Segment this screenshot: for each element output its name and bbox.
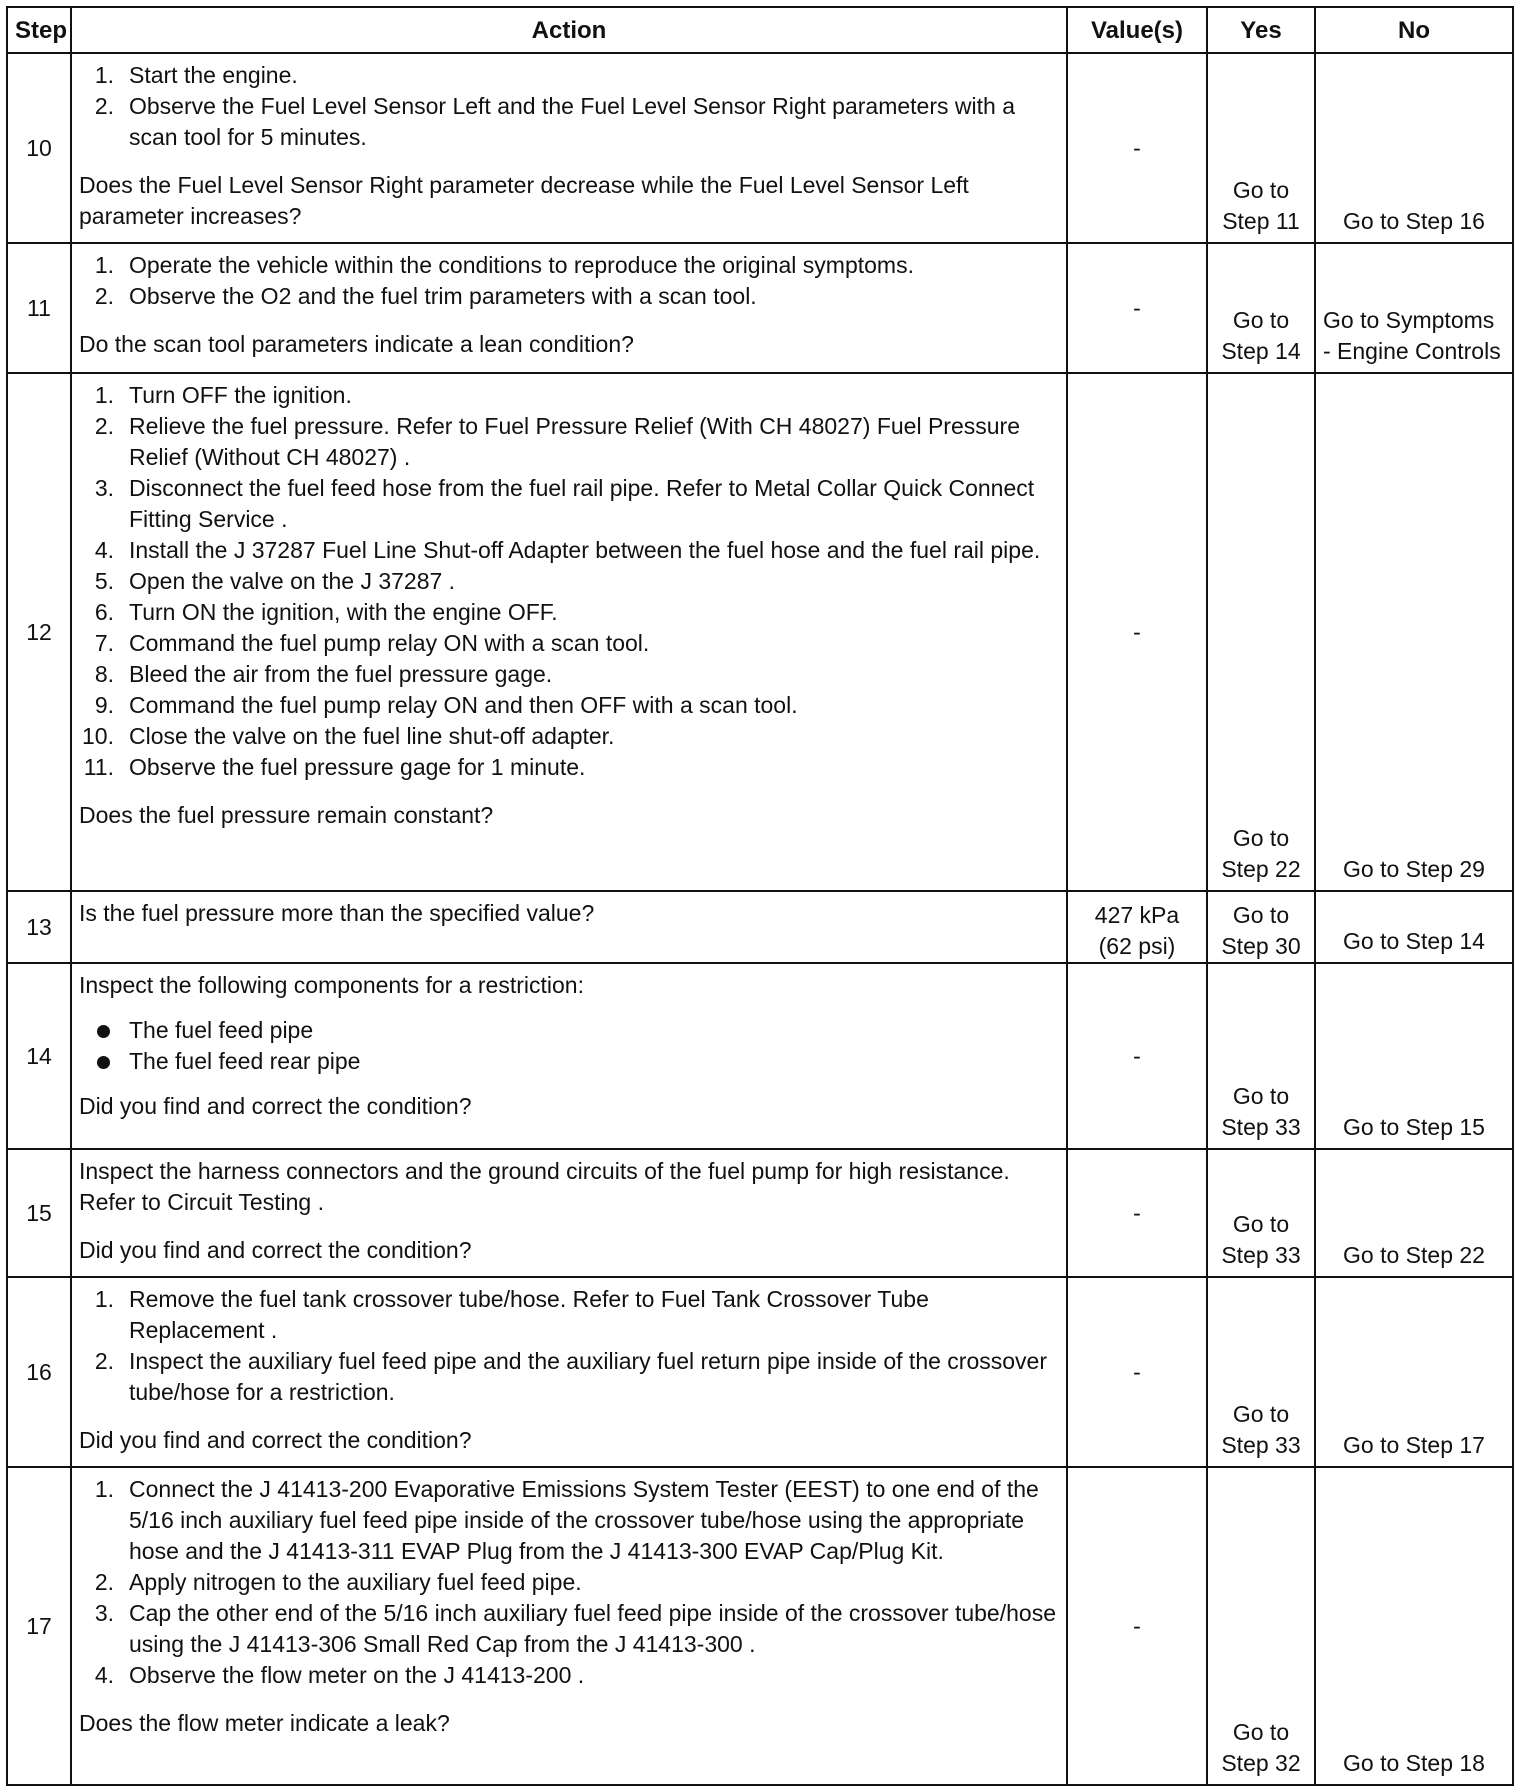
no-link[interactable]: Go to Step 15 (1315, 963, 1513, 1149)
no-link[interactable]: Go to Symptoms - Engine Controls (1315, 243, 1513, 373)
list-item: The fuel feed pipe (79, 1015, 1059, 1046)
list-item: 4. Install the J 37287 Fuel Line Shut-off Adapter between the fuel hose and the fuel rail pipe. (94, 537, 1041, 563)
action-cell (71, 1467, 1067, 1785)
list-item: 9. Command the fuel pump relay ON and then OFF with a scan tool. (94, 692, 798, 718)
list-item: 10. Close the valve on the fuel line shut-off adapter. (82, 723, 615, 749)
table-row (7, 1277, 1513, 1467)
step-number: 17 (7, 1467, 71, 1785)
question-text: Do the scan tool parameters indicate a lean condition? (79, 331, 634, 357)
step-number: 11 (7, 243, 71, 373)
instruction-list (79, 60, 1059, 153)
value-cell: - (1067, 963, 1207, 1149)
list-item: 8. Bleed the air from the fuel pressure gage. (94, 661, 553, 687)
table-row (7, 243, 1513, 373)
value-cell: - (1067, 53, 1207, 243)
list-item: 2. Apply nitrogen to the auxiliary fuel feed pipe. (94, 1569, 582, 1595)
intro-text: Inspect the harness connectors and the ground circuits of the fuel pump for high resistance. Refer to Circuit Testing . (79, 1158, 1010, 1215)
value-cell: - (1067, 1467, 1207, 1785)
intro-text: Inspect the following components for a restriction: (79, 972, 584, 998)
value-cell: - (1067, 373, 1207, 891)
list-item: 11. Observe the fuel pressure gage for 1 minute. (83, 754, 586, 780)
list-item: 5. Open the valve on the J 37287 . (94, 568, 456, 594)
list-item: 6. Turn ON the ignition, with the engine OFF. (94, 599, 558, 625)
header-yes: Yes (1207, 7, 1315, 53)
list-item: 1. Start the engine. (94, 62, 298, 88)
list-item: 1. Operate the vehicle within the conditions to reproduce the original symptoms. (94, 252, 914, 278)
no-link[interactable]: Go to Step 14 (1315, 891, 1513, 963)
question-text: Is the fuel pressure more than the specified value? (79, 900, 595, 926)
list-item: 2. Inspect the auxiliary fuel feed pipe and the auxiliary fuel return pipe inside of the crossover tube/hose for a restriction. (94, 1348, 1047, 1405)
no-link[interactable]: Go to Step 29 (1315, 373, 1513, 891)
yes-link[interactable]: Go to Step 22 (1207, 373, 1315, 891)
step-number: 10 (7, 53, 71, 243)
table-row (7, 891, 1513, 963)
action-cell (71, 963, 1067, 1149)
header-values: Value(s) (1067, 7, 1207, 53)
yes-link[interactable]: Go to Step 11 (1207, 53, 1315, 243)
yes-link[interactable]: Go to Step 14 (1207, 243, 1315, 373)
list-item: 1. Turn OFF the ignition. (94, 382, 352, 408)
diagnostic-table-container (6, 6, 1512, 1786)
no-link[interactable]: Go to Step 17 (1315, 1277, 1513, 1467)
list-item: 2. Relieve the fuel pressure. Refer to Fuel Pressure Relief (With CH 48027) Fuel Pressure Relief (Without CH 48027) . (94, 413, 1020, 470)
value-cell: - (1067, 1277, 1207, 1467)
no-link[interactable]: Go to Step 16 (1315, 53, 1513, 243)
step-number: 14 (7, 963, 71, 1149)
table-row (7, 53, 1513, 243)
list-item: 7. Command the fuel pump relay ON with a scan tool. (94, 630, 650, 656)
no-link[interactable]: Go to Step 18 (1315, 1467, 1513, 1785)
action-cell (71, 1277, 1067, 1467)
list-item: 2. Observe the Fuel Level Sensor Left and the Fuel Level Sensor Right parameters with a scan tool for 5 minutes. (94, 93, 1015, 150)
list-item: 3. Disconnect the fuel feed hose from the fuel rail pipe. Refer to Metal Collar Quick Connect Fitting Service . (94, 475, 1035, 532)
step-number: 13 (7, 891, 71, 963)
step-number: 15 (7, 1149, 71, 1277)
list-item: 4. Observe the flow meter on the J 41413-200 . (94, 1662, 585, 1688)
instruction-list (79, 1474, 1059, 1691)
question-text: Did you find and correct the condition? (79, 1427, 472, 1453)
instruction-list (79, 1284, 1059, 1408)
list-item: 2. Observe the O2 and the fuel trim parameters with a scan tool. (94, 283, 757, 309)
instruction-list (79, 380, 1059, 783)
table-row (7, 1149, 1513, 1277)
header-row (7, 7, 1513, 53)
action-cell (71, 243, 1067, 373)
no-link[interactable]: Go to Step 22 (1315, 1149, 1513, 1277)
yes-link[interactable]: Go to Step 33 (1207, 1277, 1315, 1467)
header-action: Action (71, 7, 1067, 53)
action-cell (71, 53, 1067, 243)
table-row (7, 1467, 1513, 1785)
list-item: 1. Connect the J 41413-200 Evaporative Emissions System Tester (EEST) to one end of the 5/16 inch auxiliary fuel feed pipe inside of the crossover tube/hose using the appropriate hose and the J 41413-311 EVAP Plug from the J 41413-300 EVAP Cap/Plug Kit. (94, 1476, 1039, 1564)
instruction-list (79, 250, 1059, 312)
header-step: Step (7, 7, 71, 53)
diagnostic-table (6, 6, 1514, 1786)
step-number: 12 (7, 373, 71, 891)
action-cell (71, 373, 1067, 891)
bullet-icon (97, 1025, 110, 1038)
header-no: No (1315, 7, 1513, 53)
bullet-icon (97, 1056, 110, 1069)
list-item: The fuel feed rear pipe (79, 1046, 1059, 1077)
question-text: Does the flow meter indicate a leak? (79, 1710, 450, 1736)
question-text: Does the fuel pressure remain constant? (79, 802, 494, 828)
step-number: 16 (7, 1277, 71, 1467)
yes-link[interactable]: Go to Step 33 (1207, 1149, 1315, 1277)
yes-link[interactable]: Go to Step 33 (1207, 963, 1315, 1149)
list-item: 1. Remove the fuel tank crossover tube/hose. Refer to Fuel Tank Crossover Tube Replacement . (94, 1286, 929, 1343)
question-text: Did you find and correct the condition? (79, 1237, 472, 1263)
value-cell: 427 kPa (62 psi) (1067, 891, 1207, 963)
value-cell: - (1067, 243, 1207, 373)
action-cell (71, 891, 1067, 963)
action-cell (71, 1149, 1067, 1277)
yes-link[interactable]: Go to Step 30 (1207, 891, 1315, 963)
table-row (7, 963, 1513, 1149)
table-row (7, 373, 1513, 891)
question-text: Did you find and correct the condition? (79, 1093, 472, 1119)
component-list (79, 1015, 1059, 1077)
question-text: Does the Fuel Level Sensor Right parameter decrease while the Fuel Level Sensor Left parameter increases? (79, 172, 969, 229)
yes-link[interactable]: Go to Step 32 (1207, 1467, 1315, 1785)
value-cell: - (1067, 1149, 1207, 1277)
list-item: 3. Cap the other end of the 5/16 inch auxiliary fuel feed pipe inside of the crossover tube/hose using the J 41413-306 Small Red Cap from the J 41413-300 . (94, 1600, 1056, 1657)
